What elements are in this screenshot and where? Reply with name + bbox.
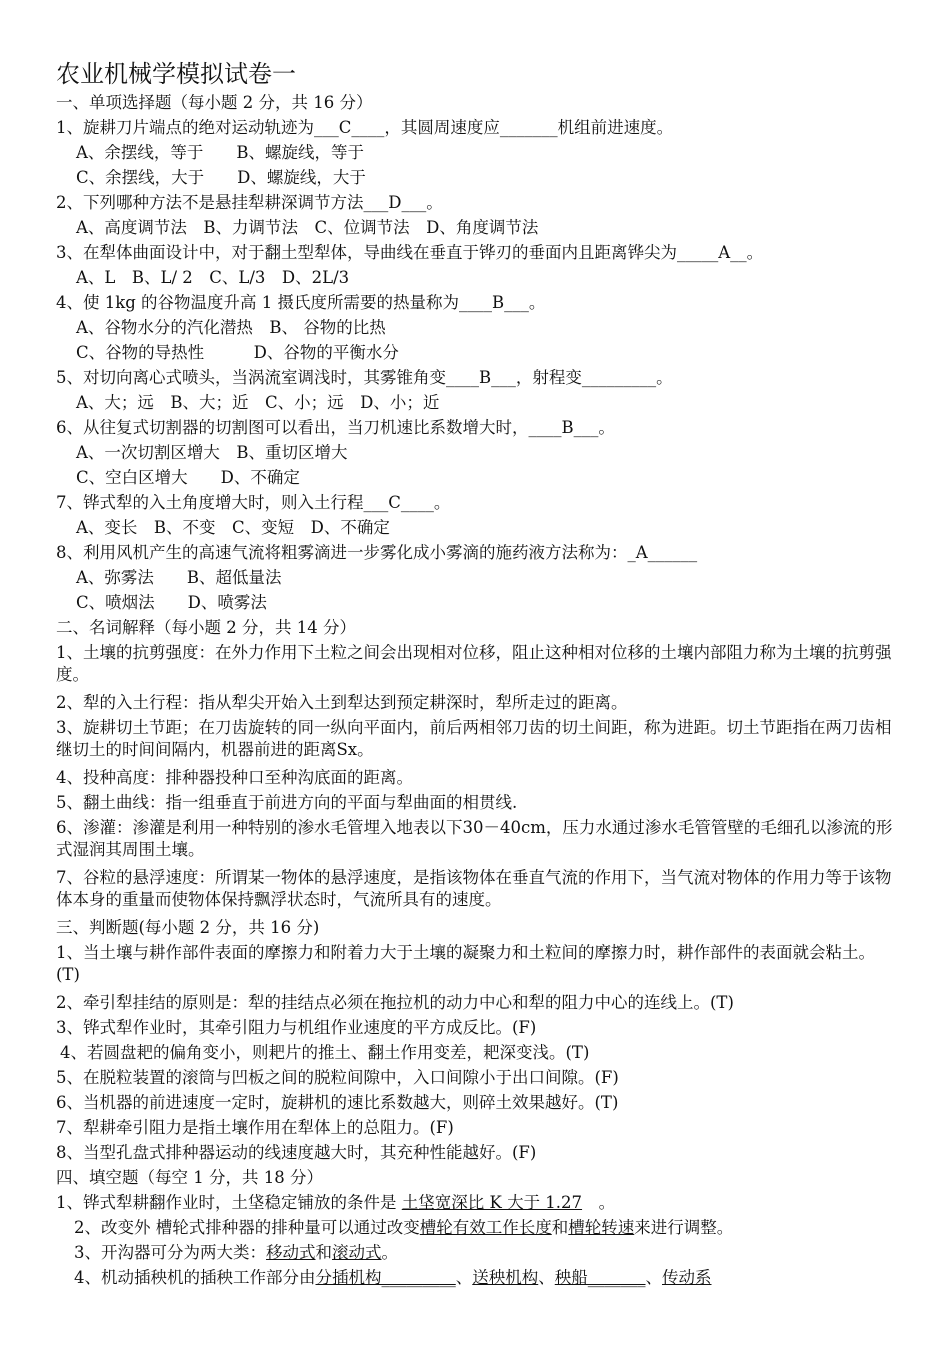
fill-3	[74, 1242, 398, 1264]
question-5: 5、对切向离心式喷头，当涡流室调浅时，其雾锥角变____B___，射程变_________。	[56, 368, 673, 387]
section-heading-fill: 四、填空题（每空 1 分，共 18 分）	[56, 1168, 323, 1187]
options-8a: A、弥雾法 B、超低量法	[76, 568, 282, 587]
term-4: 4、投种高度：排种器投种口至种沟底面的距离。	[56, 768, 413, 787]
fill-2-text: 2、改变外 槽轮式排种器的排种量可以通过改变	[74, 1218, 420, 1237]
fill-4	[74, 1267, 712, 1289]
page-title: 农业机械学模拟试卷一	[56, 60, 296, 88]
fill-4-answer-3: 秧船_______	[554, 1268, 646, 1287]
judge-5: 5、在脱粒装置的滚筒与凹板之间的脱粒间隙中，入口间隙小于出口间隙。(F)	[56, 1068, 619, 1087]
fill-4-sep-2: 、	[538, 1268, 555, 1287]
options-2: A、高度调节法 B、力调节法 C、位调节法 D、角度调节法	[76, 218, 539, 237]
fill-4-text: 4、机动插秧机的插秧工作部分由	[74, 1268, 316, 1287]
fill-2-and: 和	[551, 1218, 569, 1237]
fill-3-answer-1: 移动式	[266, 1243, 316, 1262]
question-2: 2、下列哪种方法不是悬挂犁耕深调节方法___D___。	[56, 193, 443, 212]
options-7: A、变长 B、不变 C、变短 D、不确定	[76, 518, 390, 537]
fill-1-end: 。	[582, 1193, 616, 1212]
term-7: 7、谷粒的悬浮速度：所谓某一物体的悬浮速度，是指该物体在垂直气流的作用下，当气流对物体的作用力等于该物体本身的重量而使物体保持飘浮状态时，气流所具有的速度。	[56, 868, 892, 909]
options-4a: A、谷物水分的汽化潜热 B、 谷物的比热	[76, 318, 386, 337]
options-8b: C、喷烟法 D、喷雾法	[76, 593, 267, 612]
fill-3-text: 3、开沟器可分为两大类：	[74, 1243, 266, 1262]
fill-2-end: 来进行调整。	[634, 1218, 734, 1237]
question-8: 8、利用风机产生的高速气流将粗雾滴进一步雾化成小雾滴的施药液方法称为：_A______	[56, 543, 698, 562]
fill-1-text: 1、铧式犁耕翻作业时，土垡稳定铺放的条件是	[56, 1193, 402, 1212]
options-1b: C、余摆线，大于 D、螺旋线，大于	[76, 168, 366, 187]
judge-1: 1、当土壤与耕作部件表面的摩擦力和附着力大于土壤的凝聚力和土粒间的摩擦力时，耕作部件的表面就会粘土。(T)	[56, 943, 875, 984]
fill-1-answer: 土垡宽深比 K 大于 1.27	[401, 1193, 583, 1212]
term-2: 2、犁的入土行程：指从犁尖开始入土到犁达到预定耕深时，犁所走过的距离。	[56, 693, 628, 712]
fill-1	[56, 1192, 615, 1214]
section-heading-judge: 三、判断题(每小题 2 分，共 16 分)	[56, 918, 320, 937]
options-6a: A、一次切割区增大 B、重切区增大	[76, 443, 348, 462]
fill-4-answer-4: 传动系	[662, 1268, 712, 1287]
fill-4-sep-3: 、	[645, 1268, 662, 1287]
fill-3-end: 。	[381, 1243, 398, 1262]
term-6: 6、渗灌：渗灌是利用一种特别的渗水毛管埋入地表以下30－40cm，压力水通过渗水毛管管壁的毛细孔以渗流的形式湿润其周围土壤。	[56, 818, 893, 859]
options-6b: C、空白区增大 D、不确定	[76, 468, 300, 487]
fill-3-and: 和	[315, 1243, 332, 1262]
options-3: A、L B、L/ 2 C、L/3 D、2L/3	[76, 268, 350, 287]
fill-2	[74, 1217, 733, 1239]
judge-7: 7、犁耕牵引阻力是指土壤作用在犁体上的总阻力。(F)	[56, 1118, 454, 1137]
options-4b: C、谷物的导热性 D、谷物的平衡水分	[76, 343, 399, 362]
judge-2: 2、牵引犁挂结的原则是：犁的挂结点必须在拖拉机的动力中心和犁的阻力中心的连线上。(T)	[56, 993, 734, 1012]
term-1: 1、土壤的抗剪强度：在外力作用下土粒之间会出现相对位移，阻止这种相对位移的土壤内部阻力称为土壤的抗剪强度。	[56, 643, 892, 684]
section-heading-choice: 一、单项选择题（每小题 2 分，共 16 分）	[56, 93, 373, 112]
question-3: 3、在犁体曲面设计中，对于翻土型犁体，导曲线在垂直于铧刃的垂面内且距离铧尖为_____A__。	[56, 243, 764, 262]
fill-2-answer-1: 槽轮有效工作长度	[419, 1218, 552, 1237]
question-1: 1、旋耕刀片端点的绝对运动轨迹为___C____，其圆周速度应_______机组前进速度。	[56, 118, 674, 137]
fill-4-sep-1: 、	[455, 1268, 473, 1287]
section-heading-terms: 二、名词解释（每小题 2 分，共 14 分）	[56, 618, 356, 637]
judge-3: 3、铧式犁作业时，其牵引阻力与机组作业速度的平方成反比。(F)	[56, 1018, 537, 1037]
fill-4-answer-1: 分插机构_________	[315, 1268, 456, 1287]
question-6: 6、从往复式切割器的切割图可以看出，当刀机速比系数增大时，____B___。	[56, 418, 615, 437]
question-4: 4、使 1kg 的谷物温度升高 1 摄氏度所需要的热量称为____B___。	[56, 293, 546, 312]
judge-8: 8、当型孔盘式排种器运动的线速度越大时，其充种性能越好。(F)	[56, 1143, 537, 1162]
options-1a: A、余摆线，等于 B、螺旋线，等于	[76, 143, 365, 162]
fill-3-answer-2: 滚动式	[332, 1243, 382, 1262]
fill-2-answer-2: 槽轮转速	[568, 1218, 635, 1237]
term-5: 5、翻土曲线：指一组垂直于前进方向的平面与犁曲面的相贯线.	[56, 793, 518, 812]
fill-4-answer-2: 送秧机构	[472, 1268, 539, 1287]
options-5: A、大；远 B、大；近 C、小；远 D、小；近	[76, 393, 440, 412]
judge-4: 4、若圆盘耙的偏角变小，则耙片的推土、翻土作用变差，耙深变浅。(T)	[60, 1043, 590, 1062]
term-3: 3、旋耕切土节距；在刀齿旋转的同一纵向平面内，前后两相邻刀齿的切土间距，称为进距。切土节距指在两刀齿相继切土的时间间隔内，机器前进的距离Sx。	[56, 718, 892, 759]
question-7: 7、铧式犁的入土角度增大时，则入土行程___C____。	[56, 493, 451, 512]
judge-6: 6、当机器的前进速度一定时，旋耕机的速比系数越大，则碎土效果越好。(T)	[56, 1093, 619, 1112]
